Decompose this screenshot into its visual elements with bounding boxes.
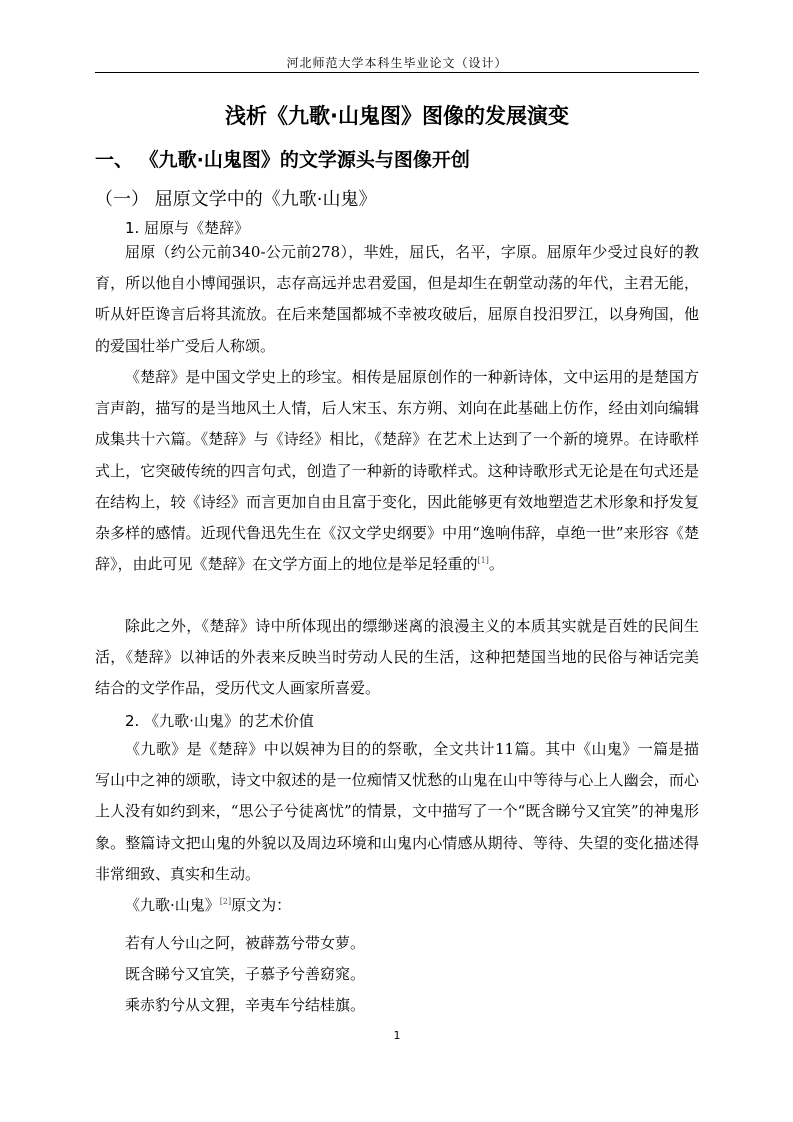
page-number: 1 <box>393 1029 401 1042</box>
paragraph-jiuge-value: 《九歌》是《楚辞》中以娱神为目的的祭歌，全文共计11篇。其中《山鬼》一篇是描写山中之神的颂歌，诗文中叙述的是一位痴情又忧愁的山鬼在山中等待与心上人幽会，而心上人没有如约到来，“思公子兮徒离忧”的情景，文中描写了一个“既含睇兮又宜笑”的神鬼形象。整篇诗文把山鬼的外貌以及周边环境和山鬼内心情感从期待、等待、失望的变化描述得非常细致、真实和生动。 <box>95 740 699 883</box>
item-heading-1: 1. 屈原与《楚辞》 <box>125 219 250 237</box>
subsection-heading-1: （一） 屈原文学中的《九歌·山鬼》 <box>95 189 377 210</box>
item-heading-2: 2. 《九歌·山鬼》的艺术价值 <box>125 712 314 730</box>
poem-title: 《九歌·山鬼》 <box>125 896 220 914</box>
header-rule <box>95 72 699 73</box>
paragraph-chuci-folk: 除此之外，《楚辞》诗中所体现出的缥缈迷离的浪漫主义的本质其实就是百姓的民间生活，《楚辞》以神话的外表来反映当时劳动人民的生活，这种把楚国当地的民俗与神话完美结合的文学作品，受历代文人画家所喜爱。 <box>95 617 699 698</box>
citation-ref-1: [1] <box>477 556 489 566</box>
section-heading-1: 一、 《九歌·山鬼图》的文学源头与图像开创 <box>95 149 470 171</box>
citation-ref-2: [2] <box>219 897 232 906</box>
page-header: 河北师范大学本科生毕业论文（设计） <box>286 56 508 70</box>
paragraph-chuci-end: 。 <box>488 555 504 574</box>
verse-line-2: 既含睇兮又宜笑，子慕予兮善窈窕。 <box>125 965 366 983</box>
page-title: 浅析《九歌·山鬼图》图像的发展演变 <box>225 104 569 128</box>
paragraph-chuci-intro <box>95 362 699 580</box>
verse-line-3: 乘赤豹兮从文狸，辛夷车兮结桂旗。 <box>125 996 366 1014</box>
paragraph-quyuan-bio: 屈原（约公元前340-公元前278），芈姓，屈氏，名平，字原。屈原年少受过良好的教育，所以他自小博闻强识，志存高远并忠君爱国，但是却生在朝堂动荡的年代，主君无能，听从奸臣谗言后将其流放。在后来楚国都城不幸被攻破后，屈原自投汨罗江，以身殉国，他的爱国壮举广受后人称颂。 <box>95 243 699 355</box>
intro-suffix: 原文为： <box>231 896 292 914</box>
verse-line-1: 若有人兮山之阿，被薜荔兮带女萝。 <box>125 934 366 952</box>
paragraph-original-text-intro <box>95 890 699 921</box>
paragraph-chuci-text: 《楚辞》是中国文学史上的珍宝。相传是屈原创作的一种新诗体，文中运用的是楚国方言声韵，描写的是当地风土人情，后人宋玉、东方朔、刘向在此基础上仿作，经由刘向编辑成集共十六篇。《楚辞》与《诗经》相比，《楚辞》在艺术上达到了一个新的境界。在诗歌样式上，它突破传统的四言句式，创造了一种新的诗歌样式。这种诗歌形式无论是在句式还是在结构上，较《诗经》而言更加自由且富于变化，因此能够更有效地塑造艺术形象和抒发复杂多样的感情。近现代鲁迅先生在《汉文学史纲要》中用“逸响伟辞，卓绝一世”来形容《楚辞》，由此可见《楚辞》在文学方面上的地位是举足轻重的 <box>95 368 699 574</box>
